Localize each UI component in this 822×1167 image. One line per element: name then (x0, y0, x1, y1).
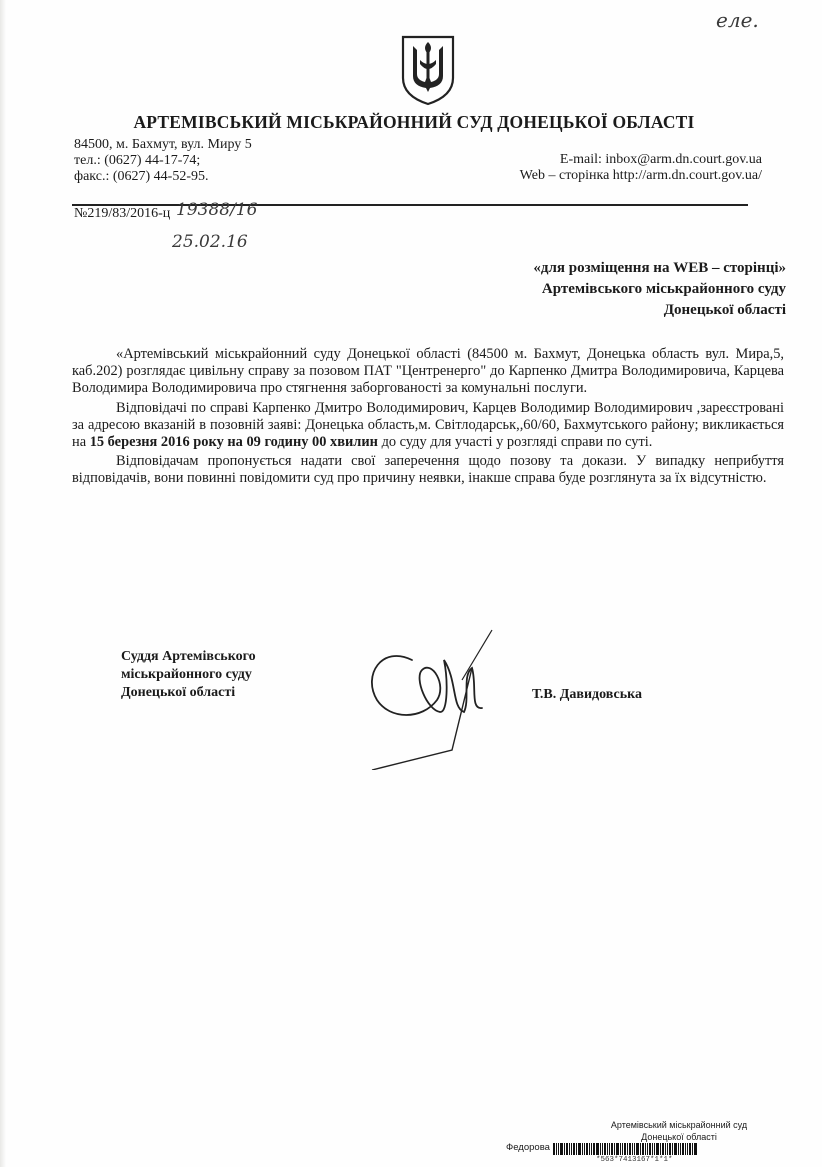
judge-title (121, 648, 256, 702)
barcode-bar (569, 1143, 570, 1155)
judge-title-line3: Донецької області (121, 685, 236, 700)
judge-title-line2: міськрайонного суду (121, 667, 252, 682)
paragraph-summons (72, 400, 784, 452)
barcode-bar (607, 1143, 608, 1155)
barcode-bar (582, 1143, 583, 1155)
barcode-bar (656, 1143, 659, 1155)
web-publication-note (533, 258, 786, 321)
judge-name: Т.В. Давидовська (532, 687, 642, 702)
barcode-bar (654, 1143, 655, 1155)
handwritten-date: 25.02.16 (172, 232, 248, 252)
barcode-bar (611, 1143, 613, 1155)
barcode-bar (636, 1143, 639, 1155)
barcode-bar (576, 1143, 577, 1155)
barcode-bar (634, 1143, 635, 1155)
barcode-bar (629, 1143, 631, 1155)
summons-text-start: Відповідачі по справі Карпенко Дмитро Володимирович, Карцев Володимир Володимирович ,зареєстровані за адресою вказаній в позовній заяві: Донецька область,м. Світлодарськ,,60/60, Бахмутського району; викликається на (72, 399, 784, 451)
online-contacts (520, 152, 762, 184)
barcode-bar (694, 1143, 697, 1155)
barcode-bar (652, 1143, 653, 1155)
barcode-bar (682, 1143, 684, 1155)
registration-stamp (596, 1119, 762, 1143)
barcode-bar (647, 1143, 648, 1155)
barcode-bar (640, 1143, 641, 1155)
paragraph-objections: Відповідачам пропонується надати свої заперечення щодо позову та докази. У випадку неприбуття відповідачів, вони повинні повідомити суд про причину неявки, інакше справа буде розглянута за їх відсутністю. (72, 453, 784, 487)
barcode-bar (627, 1143, 628, 1155)
barcode-bar (685, 1143, 686, 1155)
barcode-bar (669, 1143, 671, 1155)
barcode-bar (672, 1143, 673, 1155)
barcode-bar (662, 1143, 664, 1155)
barcode-bar (586, 1143, 588, 1155)
stamp-line2: Донецької області (641, 1132, 717, 1142)
paragraph-case: «Артемівський міськрайонний суду Донецької області (84500 м. Бахмут, Донецька область вул. Мира,5, каб.202) розглядає цивільну справу за позовом ПАТ "Центренерго" до Карпенко Дмитра Володимировича, Карцева Володимира Володимировича про стягнення заборгованості за комунальні послуги. (72, 346, 784, 397)
barcode-bar (584, 1143, 585, 1155)
web-note-line2: Артемівського міськрайонного суду (541, 281, 786, 297)
web-line: Web – сторінка http://arm.dn.court.gov.ua/ (519, 168, 762, 183)
barcode-bar (616, 1143, 619, 1155)
web-note-line1: «для розміщення на WEB – сторінці» (533, 260, 786, 276)
barcode-bar (566, 1143, 568, 1155)
barcode-bar (620, 1143, 621, 1155)
barcode-number: *563*7413167*1*1* (596, 1156, 673, 1164)
trident-coat-of-arms-icon (400, 34, 456, 106)
operator-name: Федорова (506, 1142, 550, 1153)
barcode-bar (553, 1143, 555, 1155)
barcode-bar (604, 1143, 606, 1155)
barcode-bar (642, 1143, 644, 1155)
barcode-bar (609, 1143, 610, 1155)
header-divider (72, 204, 748, 206)
barcode-bar (614, 1143, 615, 1155)
page-left-edge (0, 0, 6, 1167)
barcode-bar (571, 1143, 572, 1155)
court-name-heading: АРТЕМІВСЬКИЙ МІСЬКРАЙОННИЙ СУД ДОНЕЦЬКОЇ ОБЛАСТІ (133, 112, 695, 132)
registration-number: №219/83/2016-ц (74, 206, 171, 221)
barcode-bar (593, 1143, 595, 1155)
barcode-bar (678, 1143, 679, 1155)
address-block (74, 137, 252, 185)
web-note-line3: Донецької області (663, 302, 786, 318)
barcode-bar (596, 1143, 599, 1155)
barcode-bar (692, 1143, 693, 1155)
barcode-bar (591, 1143, 592, 1155)
barcode-bar (589, 1143, 590, 1155)
barcode-bar (578, 1143, 581, 1155)
barcode-bar (573, 1143, 575, 1155)
notice-body (72, 346, 784, 490)
barcode-bar (622, 1143, 623, 1155)
summons-text-end: до суду для участі у розгляді справи по суті. (377, 434, 653, 451)
fax-line: факс.: (0627) 44-52-95. (74, 169, 209, 184)
barcode-bar (689, 1143, 691, 1155)
phone-line: тел.: (0627) 44-17-74; (74, 153, 201, 168)
barcode-bar (680, 1143, 681, 1155)
barcode-bar (564, 1143, 565, 1155)
barcode-bar (674, 1143, 677, 1155)
stamp-line1: Артемівський міськрайонний суд (610, 1120, 748, 1130)
barcode-bar (687, 1143, 688, 1155)
barcode-bar (660, 1143, 661, 1155)
judge-title-line1: Суддя Артемівського (121, 649, 256, 664)
barcode-bar (645, 1143, 646, 1155)
barcode-bar (665, 1143, 666, 1155)
barcode-bar (649, 1143, 651, 1155)
barcode-bar (556, 1143, 557, 1155)
address-line: 84500, м. Бахмут, вул. Миру 5 (74, 137, 252, 152)
barcode-bar (600, 1143, 601, 1155)
email-line: E-mail: inbox@arm.dn.court.gov.ua (559, 152, 762, 167)
judge-signature (352, 620, 522, 770)
barcode-bar (632, 1143, 633, 1155)
barcode-bar (624, 1143, 626, 1155)
barcode-bar (560, 1143, 563, 1155)
barcode-bar (667, 1143, 668, 1155)
barcode-bar (558, 1143, 559, 1155)
handwritten-incoming-number: 19388/16 (176, 200, 258, 220)
hearing-datetime: 15 березня 2016 року на 09 годину 00 хвилин (89, 434, 378, 451)
barcode-bar (602, 1143, 603, 1155)
corner-handwritten-note: еле. (716, 8, 759, 32)
barcode (553, 1143, 698, 1155)
